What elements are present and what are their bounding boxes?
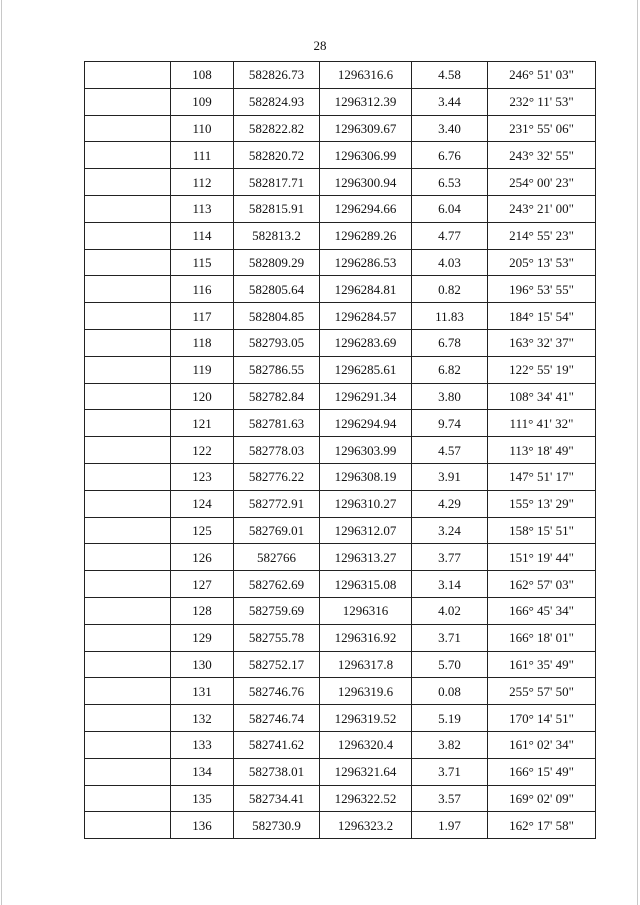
table-row: [85, 490, 596, 517]
point-number-cell: 120: [171, 383, 234, 410]
empty-cell: [85, 410, 171, 437]
table-row: [85, 678, 596, 705]
length-cell: 3.71: [412, 758, 488, 785]
length-cell: 0.82: [412, 276, 488, 303]
point-number-cell: 121: [171, 410, 234, 437]
y-coordinate-cell: 1296317.8: [320, 651, 412, 678]
table-row: [85, 222, 596, 249]
direction-angle-cell: 166° 15' 49": [488, 758, 596, 785]
direction-angle-cell: 166° 45' 34": [488, 597, 596, 624]
x-coordinate-cell: 582781.63: [234, 410, 320, 437]
direction-angle-cell: 205° 13' 53": [488, 249, 596, 276]
point-number-cell: 110: [171, 115, 234, 142]
table-row: [85, 571, 596, 598]
point-number-cell: 129: [171, 624, 234, 651]
x-coordinate-cell: 582820.72: [234, 142, 320, 169]
x-coordinate-cell: 582755.78: [234, 624, 320, 651]
empty-cell: [85, 329, 171, 356]
x-coordinate-cell: 582746.74: [234, 705, 320, 732]
point-number-cell: 134: [171, 758, 234, 785]
empty-cell: [85, 62, 171, 89]
table-row: [85, 597, 596, 624]
y-coordinate-cell: 1296316.6: [320, 62, 412, 89]
direction-angle-cell: 162° 57' 03": [488, 571, 596, 598]
direction-angle-cell: 214° 55' 23": [488, 222, 596, 249]
point-number-cell: 127: [171, 571, 234, 598]
y-coordinate-cell: 1296300.94: [320, 169, 412, 196]
point-number-cell: 136: [171, 812, 234, 839]
x-coordinate-cell: 582734.41: [234, 785, 320, 812]
y-coordinate-cell: 1296312.39: [320, 88, 412, 115]
table-row: [85, 249, 596, 276]
empty-cell: [85, 571, 171, 598]
x-coordinate-cell: 582786.55: [234, 356, 320, 383]
empty-cell: [85, 169, 171, 196]
direction-angle-cell: 113° 18' 49": [488, 437, 596, 464]
direction-angle-cell: 111° 41' 32": [488, 410, 596, 437]
x-coordinate-cell: 582817.71: [234, 169, 320, 196]
y-coordinate-cell: 1296312.07: [320, 517, 412, 544]
point-number-cell: 113: [171, 195, 234, 222]
y-coordinate-cell: 1296309.67: [320, 115, 412, 142]
length-cell: 5.70: [412, 651, 488, 678]
length-cell: 9.74: [412, 410, 488, 437]
table-row: [85, 88, 596, 115]
direction-angle-cell: 254° 00' 23": [488, 169, 596, 196]
table-row: [85, 356, 596, 383]
direction-angle-cell: 184° 15' 54": [488, 303, 596, 330]
length-cell: 3.14: [412, 571, 488, 598]
table-row: [85, 812, 596, 839]
table-row: [85, 624, 596, 651]
point-number-cell: 125: [171, 517, 234, 544]
length-cell: 3.44: [412, 88, 488, 115]
x-coordinate-cell: 582762.69: [234, 571, 320, 598]
length-cell: 1.97: [412, 812, 488, 839]
x-coordinate-cell: 582752.17: [234, 651, 320, 678]
empty-cell: [85, 758, 171, 785]
point-number-cell: 133: [171, 731, 234, 758]
table-row: [85, 651, 596, 678]
empty-cell: [85, 785, 171, 812]
table-row: [85, 758, 596, 785]
y-coordinate-cell: 1296284.57: [320, 303, 412, 330]
empty-cell: [85, 517, 171, 544]
length-cell: 6.53: [412, 169, 488, 196]
empty-cell: [85, 303, 171, 330]
y-coordinate-cell: 1296283.69: [320, 329, 412, 356]
table-row: [85, 517, 596, 544]
direction-angle-cell: 170° 14' 51": [488, 705, 596, 732]
empty-cell: [85, 624, 171, 651]
x-coordinate-cell: 582782.84: [234, 383, 320, 410]
x-coordinate-cell: 582741.62: [234, 731, 320, 758]
table-row: [85, 785, 596, 812]
y-coordinate-cell: 1296315.08: [320, 571, 412, 598]
table-row: [85, 142, 596, 169]
y-coordinate-cell: 1296289.26: [320, 222, 412, 249]
length-cell: 4.29: [412, 490, 488, 517]
empty-cell: [85, 490, 171, 517]
coordinates-table-body: [85, 62, 596, 839]
point-number-cell: 131: [171, 678, 234, 705]
table-row: [85, 303, 596, 330]
x-coordinate-cell: 582778.03: [234, 437, 320, 464]
direction-angle-cell: 232° 11' 53": [488, 88, 596, 115]
x-coordinate-cell: 582746.76: [234, 678, 320, 705]
direction-angle-cell: 196° 53' 55": [488, 276, 596, 303]
table-row: [85, 437, 596, 464]
table-row: [85, 463, 596, 490]
point-number-cell: 114: [171, 222, 234, 249]
x-coordinate-cell: 582822.82: [234, 115, 320, 142]
point-number-cell: 116: [171, 276, 234, 303]
x-coordinate-cell: 582813.2: [234, 222, 320, 249]
x-coordinate-cell: 582824.93: [234, 88, 320, 115]
y-coordinate-cell: 1296321.64: [320, 758, 412, 785]
direction-angle-cell: 231° 55' 06": [488, 115, 596, 142]
direction-angle-cell: 155° 13' 29": [488, 490, 596, 517]
point-number-cell: 109: [171, 88, 234, 115]
y-coordinate-cell: 1296313.27: [320, 544, 412, 571]
empty-cell: [85, 195, 171, 222]
y-coordinate-cell: 1296285.61: [320, 356, 412, 383]
y-coordinate-cell: 1296323.2: [320, 812, 412, 839]
length-cell: 3.24: [412, 517, 488, 544]
table-row: [85, 705, 596, 732]
point-number-cell: 117: [171, 303, 234, 330]
empty-cell: [85, 651, 171, 678]
y-coordinate-cell: 1296291.34: [320, 383, 412, 410]
table-row: [85, 62, 596, 89]
x-coordinate-cell: 582759.69: [234, 597, 320, 624]
direction-angle-cell: 147° 51' 17": [488, 463, 596, 490]
empty-cell: [85, 437, 171, 464]
point-number-cell: 122: [171, 437, 234, 464]
empty-cell: [85, 88, 171, 115]
direction-angle-cell: 243° 21' 00": [488, 195, 596, 222]
direction-angle-cell: 255° 57' 50": [488, 678, 596, 705]
length-cell: 6.04: [412, 195, 488, 222]
direction-angle-cell: 162° 17' 58": [488, 812, 596, 839]
length-cell: 4.57: [412, 437, 488, 464]
table-row: [85, 276, 596, 303]
y-coordinate-cell: 1296319.52: [320, 705, 412, 732]
y-coordinate-cell: 1296294.94: [320, 410, 412, 437]
point-number-cell: 128: [171, 597, 234, 624]
length-cell: 0.08: [412, 678, 488, 705]
length-cell: 4.58: [412, 62, 488, 89]
page-edge-left: [1, 0, 2, 905]
x-coordinate-cell: 582804.85: [234, 303, 320, 330]
table-row: [85, 115, 596, 142]
length-cell: 6.78: [412, 329, 488, 356]
empty-cell: [85, 249, 171, 276]
length-cell: 3.71: [412, 624, 488, 651]
x-coordinate-cell: 582805.64: [234, 276, 320, 303]
empty-cell: [85, 705, 171, 732]
y-coordinate-cell: 1296316: [320, 597, 412, 624]
y-coordinate-cell: 1296286.53: [320, 249, 412, 276]
empty-cell: [85, 731, 171, 758]
point-number-cell: 132: [171, 705, 234, 732]
table-row: [85, 169, 596, 196]
table-row: [85, 383, 596, 410]
x-coordinate-cell: 582826.73: [234, 62, 320, 89]
empty-cell: [85, 812, 171, 839]
point-number-cell: 130: [171, 651, 234, 678]
table-row: [85, 410, 596, 437]
y-coordinate-cell: 1296303.99: [320, 437, 412, 464]
x-coordinate-cell: 582776.22: [234, 463, 320, 490]
y-coordinate-cell: 1296308.19: [320, 463, 412, 490]
y-coordinate-cell: 1296284.81: [320, 276, 412, 303]
direction-angle-cell: 122° 55' 19": [488, 356, 596, 383]
x-coordinate-cell: 582815.91: [234, 195, 320, 222]
length-cell: 5.19: [412, 705, 488, 732]
y-coordinate-cell: 1296306.99: [320, 142, 412, 169]
direction-angle-cell: 163° 32' 37": [488, 329, 596, 356]
point-number-cell: 123: [171, 463, 234, 490]
length-cell: 3.91: [412, 463, 488, 490]
direction-angle-cell: 161° 35' 49": [488, 651, 596, 678]
empty-cell: [85, 276, 171, 303]
length-cell: 4.03: [412, 249, 488, 276]
x-coordinate-cell: 582793.05: [234, 329, 320, 356]
length-cell: 3.40: [412, 115, 488, 142]
point-number-cell: 135: [171, 785, 234, 812]
length-cell: 3.57: [412, 785, 488, 812]
point-number-cell: 115: [171, 249, 234, 276]
y-coordinate-cell: 1296319.6: [320, 678, 412, 705]
empty-cell: [85, 463, 171, 490]
point-number-cell: 118: [171, 329, 234, 356]
length-cell: 3.80: [412, 383, 488, 410]
empty-cell: [85, 383, 171, 410]
x-coordinate-cell: 582809.29: [234, 249, 320, 276]
empty-cell: [85, 597, 171, 624]
direction-angle-cell: 151° 19' 44": [488, 544, 596, 571]
page-edge-right: [637, 0, 638, 905]
x-coordinate-cell: 582738.01: [234, 758, 320, 785]
empty-cell: [85, 678, 171, 705]
x-coordinate-cell: 582772.91: [234, 490, 320, 517]
direction-angle-cell: 166° 18' 01": [488, 624, 596, 651]
length-cell: 3.77: [412, 544, 488, 571]
length-cell: 6.76: [412, 142, 488, 169]
table-row: [85, 329, 596, 356]
length-cell: 3.82: [412, 731, 488, 758]
table-row: [85, 731, 596, 758]
coordinates-table: [84, 61, 596, 839]
table-row: [85, 195, 596, 222]
empty-cell: [85, 115, 171, 142]
length-cell: 4.02: [412, 597, 488, 624]
point-number-cell: 126: [171, 544, 234, 571]
point-number-cell: 119: [171, 356, 234, 383]
length-cell: 4.77: [412, 222, 488, 249]
point-number-cell: 124: [171, 490, 234, 517]
direction-angle-cell: 246° 51' 03": [488, 62, 596, 89]
x-coordinate-cell: 582769.01: [234, 517, 320, 544]
x-coordinate-cell: 582766: [234, 544, 320, 571]
y-coordinate-cell: 1296320.4: [320, 731, 412, 758]
length-cell: 11.83: [412, 303, 488, 330]
point-number-cell: 108: [171, 62, 234, 89]
empty-cell: [85, 544, 171, 571]
y-coordinate-cell: 1296316.92: [320, 624, 412, 651]
direction-angle-cell: 161° 02' 34": [488, 731, 596, 758]
length-cell: 6.82: [412, 356, 488, 383]
direction-angle-cell: 169° 02' 09": [488, 785, 596, 812]
direction-angle-cell: 158° 15' 51": [488, 517, 596, 544]
empty-cell: [85, 222, 171, 249]
y-coordinate-cell: 1296310.27: [320, 490, 412, 517]
empty-cell: [85, 356, 171, 383]
y-coordinate-cell: 1296322.52: [320, 785, 412, 812]
empty-cell: [85, 142, 171, 169]
table-row: [85, 544, 596, 571]
x-coordinate-cell: 582730.9: [234, 812, 320, 839]
direction-angle-cell: 108° 34' 41": [488, 383, 596, 410]
page-number: 28: [313, 38, 327, 53]
y-coordinate-cell: 1296294.66: [320, 195, 412, 222]
point-number-cell: 111: [171, 142, 234, 169]
direction-angle-cell: 243° 32' 55": [488, 142, 596, 169]
point-number-cell: 112: [171, 169, 234, 196]
